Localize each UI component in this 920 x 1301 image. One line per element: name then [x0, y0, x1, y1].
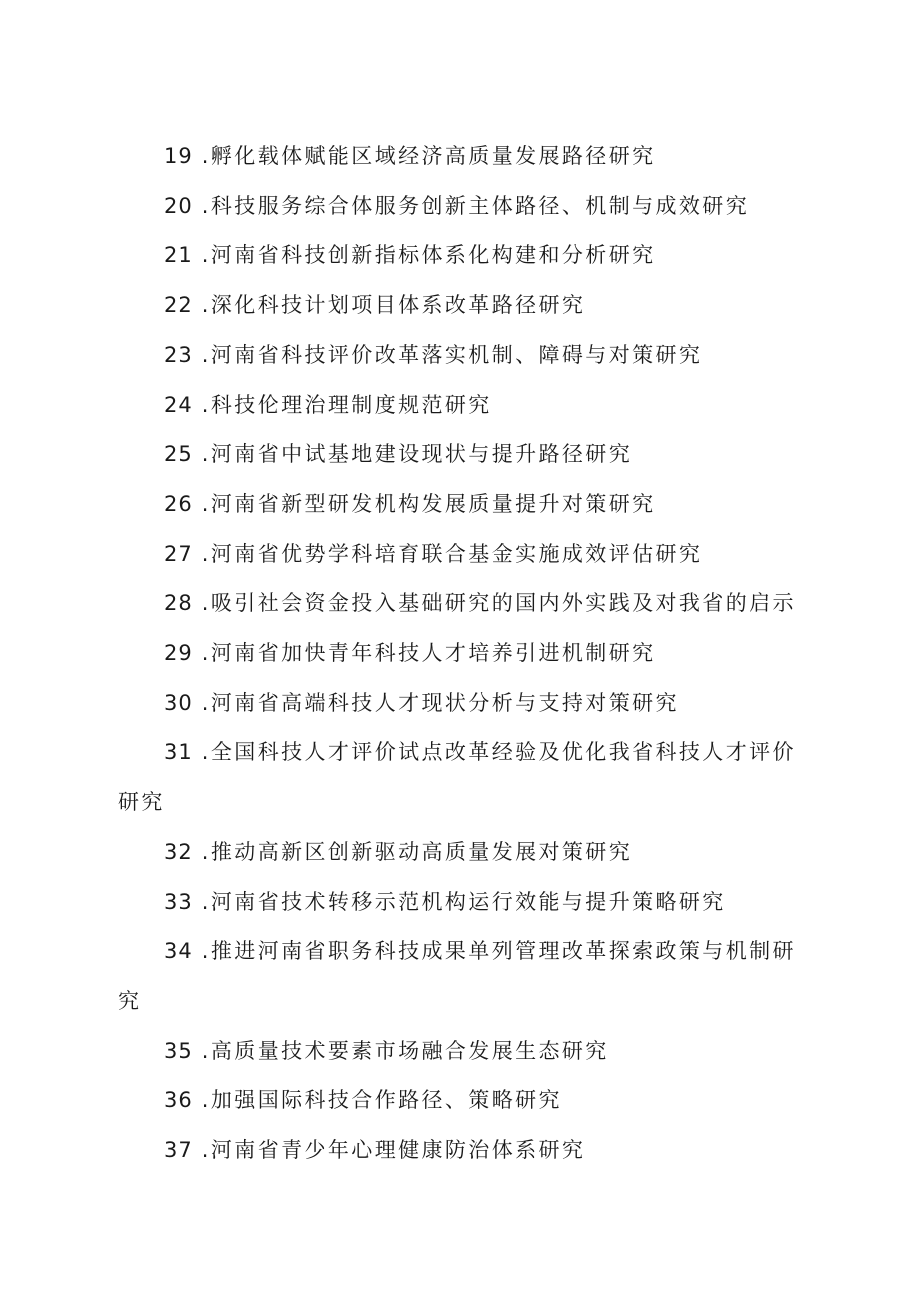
list-item: 26 .河南省新型研发机构发展质量提升对策研究 — [164, 491, 656, 516]
item-title: 全国科技人才评价试点改革经验及优化我省科技人才评价研究 — [118, 740, 796, 815]
list-item: 22 .深化科技计划项目体系改革路径研究 — [164, 293, 586, 318]
item-title: 科技服务综合体服务创新主体路径、机制与成效研究 — [210, 193, 750, 218]
item-number: 29 — [164, 641, 193, 666]
item-number: 22 — [164, 293, 193, 318]
item-title: 河南省新型研发机构发展质量提升对策研究 — [210, 491, 656, 516]
item-number: 21 — [164, 243, 193, 268]
list-item: 28 .吸引社会资金投入基础研究的国内外实践及对我省的启示 — [164, 591, 796, 616]
item-title: 推动高新区创新驱动高质量发展对策研究 — [210, 839, 633, 864]
list-item: 19 .孵化载体赋能区域经济高质量发展路径研究 — [164, 144, 656, 168]
item-title: 推进河南省职务科技成果单列管理改革探索政策与机制研究 — [118, 939, 796, 1013]
item-number: 31 — [164, 740, 193, 765]
item-number: 23 — [164, 342, 193, 367]
item-title: 河南省青少年心理健康防治体系研究 — [210, 1138, 586, 1163]
list-item: 27 .河南省优势学科培育联合基金实施成效评估研究 — [164, 541, 703, 566]
list-item: 29 .河南省加快青年科技人才培养引进机制研究 — [164, 641, 656, 666]
item-title: 河南省技术转移示范机构运行效能与提升策略研究 — [210, 889, 726, 914]
item-title: 深化科技计划项目体系改革路径研究 — [210, 293, 586, 318]
item-number: 27 — [164, 541, 193, 566]
list-item: 34 .推进河南省职务科技成果单列管理改革探索政策与机制研究 — [118, 939, 796, 1013]
list-item: 35 .高质量技术要素市场融合发展生态研究 — [164, 1038, 609, 1063]
item-number: 34 — [164, 939, 193, 964]
list-item: 24 .科技伦理治理制度规范研究 — [164, 392, 492, 417]
list-item: 31 .全国科技人才评价试点改革经验及优化我省科技人才评价研究 — [118, 740, 796, 815]
list-item: 30 .河南省高端科技人才现状分析与支持对策研究 — [164, 690, 679, 715]
item-title: 科技伦理治理制度规范研究 — [210, 392, 492, 417]
list-item: 33 .河南省技术转移示范机构运行效能与提升策略研究 — [164, 889, 726, 914]
list-item: 36 .加强国际科技合作路径、策略研究 — [164, 1088, 562, 1113]
item-number: 37 — [164, 1138, 193, 1163]
item-title: 孵化载体赋能区域经济高质量发展路径研究 — [210, 144, 656, 168]
list-item: 37 .河南省青少年心理健康防治体系研究 — [164, 1138, 586, 1163]
item-number: 36 — [164, 1088, 193, 1113]
item-title: 高质量技术要素市场融合发展生态研究 — [210, 1038, 609, 1063]
item-number: 33 — [164, 889, 193, 914]
item-number: 32 — [164, 839, 193, 864]
item-title: 河南省中试基地建设现状与提升路径研究 — [210, 442, 633, 467]
list-item: 21 .河南省科技创新指标体系化构建和分析研究 — [164, 243, 656, 268]
item-title: 加强国际科技合作路径、策略研究 — [210, 1088, 562, 1113]
list-item: 23 .河南省科技评价改革落实机制、障碍与对策研究 — [164, 342, 703, 367]
item-number: 35 — [164, 1038, 193, 1063]
item-title: 河南省科技评价改革落实机制、障碍与对策研究 — [210, 342, 703, 367]
item-title: 河南省优势学科培育联合基金实施成效评估研究 — [210, 541, 703, 566]
item-number: 19 — [164, 144, 193, 168]
list-item: 32 .推动高新区创新驱动高质量发展对策研究 — [164, 839, 633, 864]
item-title: 吸引社会资金投入基础研究的国内外实践及对我省的启示 — [210, 591, 796, 616]
item-title: 河南省科技创新指标体系化构建和分析研究 — [210, 243, 656, 268]
list-item: 25 .河南省中试基地建设现状与提升路径研究 — [164, 442, 633, 467]
research-topic-list — [118, 132, 808, 1176]
item-number: 26 — [164, 491, 193, 516]
item-number: 20 — [164, 193, 193, 218]
item-number: 25 — [164, 442, 193, 467]
item-number: 24 — [164, 392, 193, 417]
item-title: 河南省高端科技人才现状分析与支持对策研究 — [210, 690, 679, 715]
item-title: 河南省加快青年科技人才培养引进机制研究 — [210, 641, 656, 666]
item-number: 28 — [164, 591, 193, 616]
list-item: 20 .科技服务综合体服务创新主体路径、机制与成效研究 — [164, 193, 750, 218]
item-number: 30 — [164, 690, 193, 715]
